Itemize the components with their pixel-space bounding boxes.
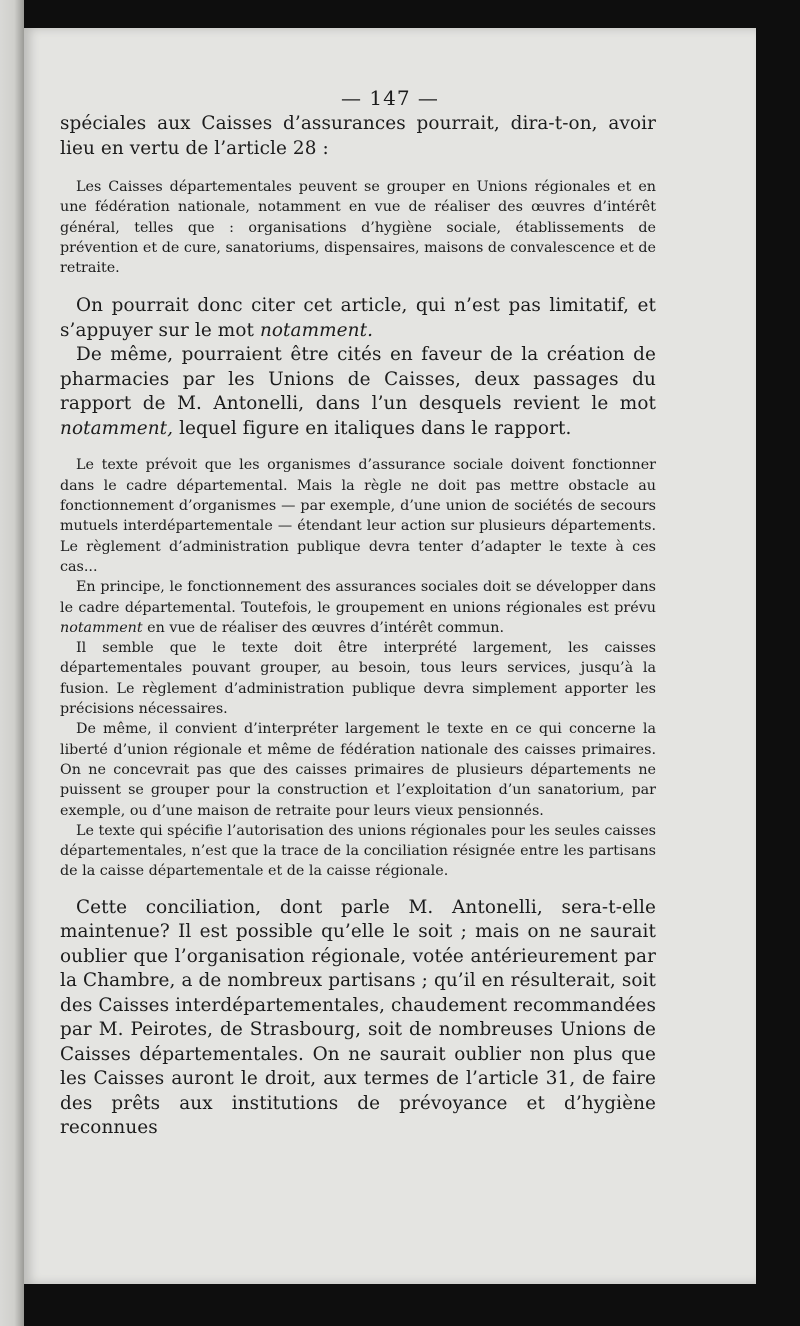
quote-report-3: Il semble que le texte doit être interprété largement, les caisses départementales pouvant grouper, au besoin, tous leurs services, jusqu’à la fusion. Le règlement d’administration publique devra simplement apporter les précisions nécessaires. (60, 640, 656, 718)
paragraph-pharmacies-text: De même, pourraient être cités en faveur de la création de pharmacies par les Unions de Caisses, deux passages du rapport de M. Antonelli, dans l’un desquels revient le mot (60, 344, 656, 415)
quote-report-2 (60, 577, 656, 638)
italic-notamment: notamment (60, 619, 143, 636)
paragraph-pharmacies (60, 343, 656, 441)
paragraph-pharmacies-end: lequel figure en italiques dans le rapport. (173, 417, 572, 439)
previous-page-edge (0, 0, 24, 1326)
quote-report-1: Le texte prévoit que les organismes d’assurance sociale doivent fonctionner dans le cadre départemental. Mais la règle ne doit pas mettre obstacle au fonctionnement d’organismes — par exemple, d’une union de sociétés de secours mutuels interdépartementale — étendant leur action sur plusieurs départements. Le règlement d’administration publique devra tenter d’adapter le texte à ces cas... (60, 457, 656, 575)
page-number: — 147 — (341, 86, 439, 110)
quote-article-28: Les Caisses départementales peuvent se grouper en Unions régionales et en une fédération nationale, notamment en vue de réaliser des œuvres d’intérêt général, telles que : organisations d’hygiène sociale, établissements de prévention et de cure, sanatoriums, dispensaires, maisons de convalescence et de retraite. (60, 179, 656, 277)
quote-report-5: Le texte qui spécifie l’autorisation des unions régionales pour les seules caisses départementales, n’est que la trace de la conciliation résignée entre les partisans de la caisse départementale et de la caisse régionale. (60, 822, 656, 880)
page-body (60, 112, 656, 1141)
quote-report-2-end: en vue de réaliser des œuvres d’intérêt commun. (142, 619, 505, 636)
italic-notamment: notamment, (60, 417, 174, 439)
quote-report-2-text: En principe, le fonctionnement des assurances sociales doit se développer dans le cadre départemental. Toutefois, le groupement en unions régionales est prévu (60, 579, 656, 616)
quote-report-4: De même, il convient d’interpréter largement le texte en ce qui concerne la liberté d’union régionale et même de fédération nationale des caisses primaires. On ne concevrait pas que des caisses primaires de plusieurs départements ne puissent se grouper pour la construction et l’exploitation d’un sanatorium, par exemple, ou d’une maison de retraite pour leurs vieux pensionnés. (60, 721, 656, 819)
italic-notamment: notamment. (259, 319, 374, 341)
paragraph-intro: spéciales aux Caisses d’assurances pourrait, dira-t-on, avoir lieu en vertu de l’article 28 : (60, 113, 656, 159)
paragraph-notamment-text: On pourrait donc citer cet article, qui n’est pas limitatif, et s’appuyer sur le mot (60, 295, 656, 341)
paragraph-notamment (60, 294, 656, 343)
paragraph-conciliation: Cette conciliation, dont parle M. Antonelli, sera-t-elle maintenue? Il est possible qu’elle le soit ; mais on ne saurait oublier que l’organisation régionale, votée antérieurement par la Chambre, a de nombreux partisans ; qu’il en résulterait, soit des Caisses interdépartementales, chaudement recommandées par M. Peirotes, de Strasbourg, soit de nombreuses Unions de Caisses départementales. On ne saurait oublier non plus que les Caisses auront le droit, aux termes de l’article 31, de faire des prêts aux institutions de prévoyance et d’hygiène reconnues (60, 896, 656, 1139)
